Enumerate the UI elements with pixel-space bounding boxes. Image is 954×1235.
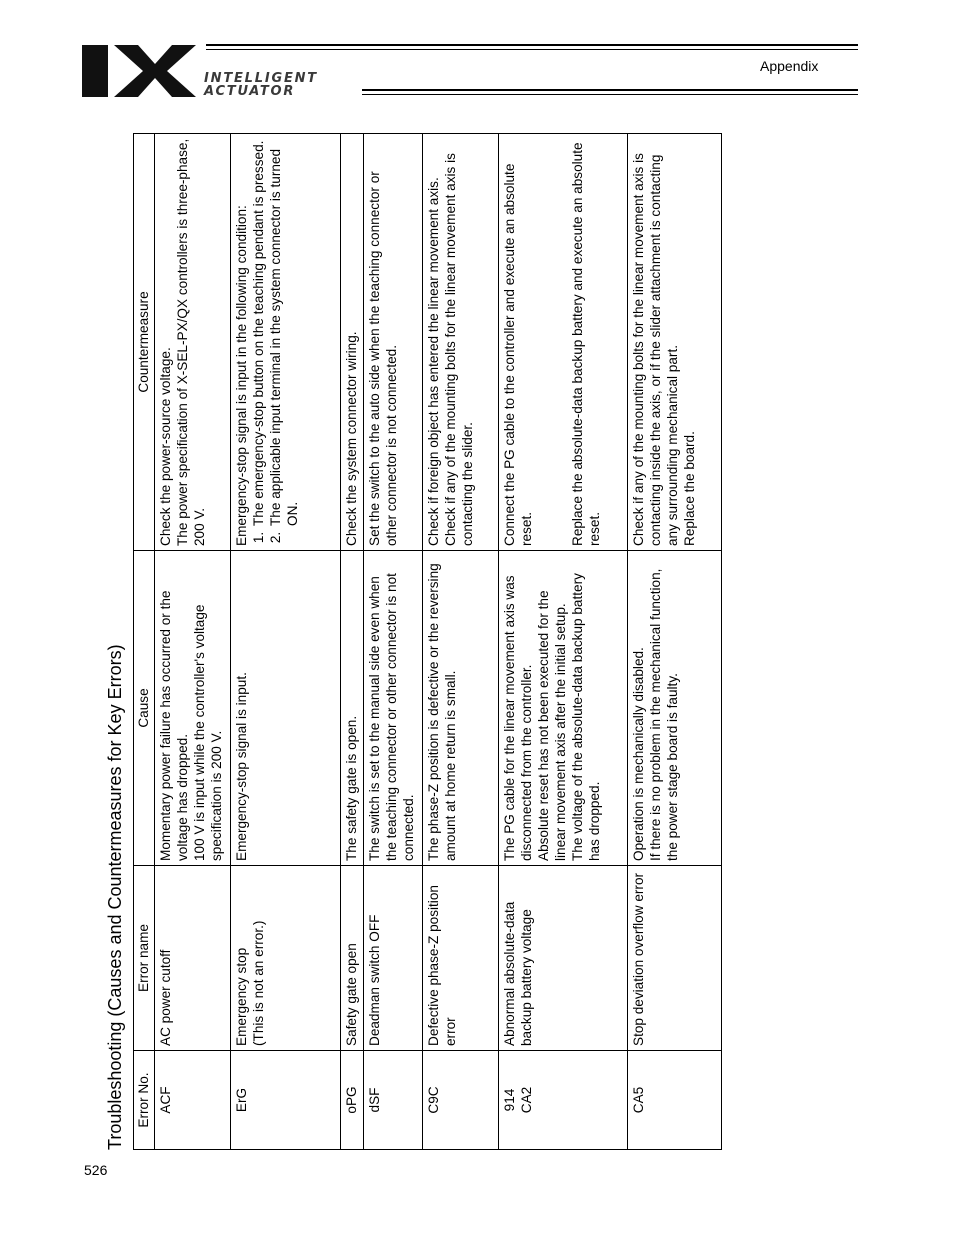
header-rule-bottom-thin xyxy=(362,94,858,95)
countermeasure-cell: Check if foreign object has entered the linear movement axis. Check if any of the mounting bolts for the linear movement axis is contacting the slider. xyxy=(423,134,499,551)
error-name-cell: Abnormal absolute-data backup battery voltage xyxy=(499,866,628,1051)
cause-cell: The PG cable for the linear movement axis was disconnected from the controller. Absolute reset has not been executed for the linear movement axis after the initial setup. The voltage of the absolute-data backup battery has dropped. xyxy=(499,551,628,866)
table-row xyxy=(341,134,364,1150)
countermeasure-text: Connect the PG cable to the controller and execute an absolute reset. xyxy=(502,163,534,546)
table-row xyxy=(155,134,231,1150)
error-name-cell: Deadman switch OFF xyxy=(364,866,423,1051)
error-name-cell: Stop deviation overflow error xyxy=(628,866,722,1051)
error-no-cell: C9C xyxy=(423,1051,499,1150)
countermeasure-text: Replace the absolute-data backup battery and execute an absolute reset. xyxy=(570,142,602,546)
table-row xyxy=(628,134,722,1150)
header-rule-top-thin xyxy=(206,49,858,50)
logo-line-1: INTELLIGENT xyxy=(204,71,318,86)
countermeasure-cell xyxy=(499,134,628,551)
column-header: Countermeasure xyxy=(134,134,155,551)
countermeasure-cell: Check if any of the mounting bolts for the linear movement axis is contacting inside the axis, or if the slider attachment is contacting any surrounding mechanical part. Replace the board. xyxy=(628,134,722,551)
company-logo-text xyxy=(204,72,374,98)
error-no-cell: 914 CA2 xyxy=(499,1051,628,1150)
error-name-cell: Emergency stop (This is not an error.) xyxy=(231,866,341,1051)
error-no-cell: ErG xyxy=(231,1051,341,1150)
cause-cell: The phase-Z position is defective or the reversing amount at home return is small. xyxy=(423,551,499,866)
table-header-row xyxy=(134,134,155,1150)
logo-line-2: ACTUATOR xyxy=(204,84,296,99)
spacer xyxy=(535,138,569,546)
error-table xyxy=(133,133,722,1150)
error-no-cell: CA5 xyxy=(628,1051,722,1150)
section-label: Appendix xyxy=(760,58,819,74)
error-name-cell: Defective phase-Z position error xyxy=(423,866,499,1051)
table-title: Troubleshooting (Causes and Countermeasures for Key Errors) xyxy=(105,644,125,1150)
error-no-cell: ACF xyxy=(155,1051,231,1150)
error-name-cell: Safety gate open xyxy=(341,866,364,1051)
error-name-cell: AC power cutoff xyxy=(155,866,231,1051)
countermeasure-intro: Emergency-stop signal is input in the following condition: xyxy=(234,205,249,546)
error-no-cell: dSF xyxy=(364,1051,423,1150)
table-row xyxy=(231,134,341,1150)
cause-cell: Operation is mechanically disabled. If there is no problem in the mechanical function, the power stage board is faulty. xyxy=(628,551,722,866)
list-item: 1. The emergency-stop button on the teaching pendant is pressed. xyxy=(250,138,267,528)
list-item: 2. The applicable input terminal in the system connector is turned ON. xyxy=(267,138,301,528)
cause-cell: The switch is set to the manual side even when the teaching connector or other connector is not connected. xyxy=(364,551,423,866)
column-header: Error name xyxy=(134,866,155,1051)
column-header: Error No. xyxy=(134,1051,155,1150)
countermeasure-cell: Set the switch to the auto side when the teaching connector or other connector is not connected. xyxy=(364,134,423,551)
rotated-table-container xyxy=(102,132,732,1150)
countermeasure-cell: Check the system connector wiring. xyxy=(341,134,364,551)
column-header: Cause xyxy=(134,551,155,866)
countermeasure-list xyxy=(250,138,301,546)
table-row xyxy=(423,134,499,1150)
cause-cell: Emergency-stop signal is input. xyxy=(231,551,341,866)
page-number: 526 xyxy=(84,1162,108,1178)
countermeasure-cell: Check the power-source voltage. The power specification of X-SEL-PX/QX controllers is three-phase, 200 V. xyxy=(155,134,231,551)
error-no-cell: oPG xyxy=(341,1051,364,1150)
header-rule-top xyxy=(206,44,858,46)
ix-logo-icon xyxy=(82,45,197,97)
countermeasure-cell xyxy=(231,134,341,551)
table-row xyxy=(499,134,628,1150)
cause-cell: The safety gate is open. xyxy=(341,551,364,866)
cause-cell: Momentary power failure has occurred or the voltage has dropped. 100 V is input while the controller's voltage specification is 200 V. xyxy=(155,551,231,866)
header-rule-bottom xyxy=(362,89,858,91)
table-row xyxy=(364,134,423,1150)
